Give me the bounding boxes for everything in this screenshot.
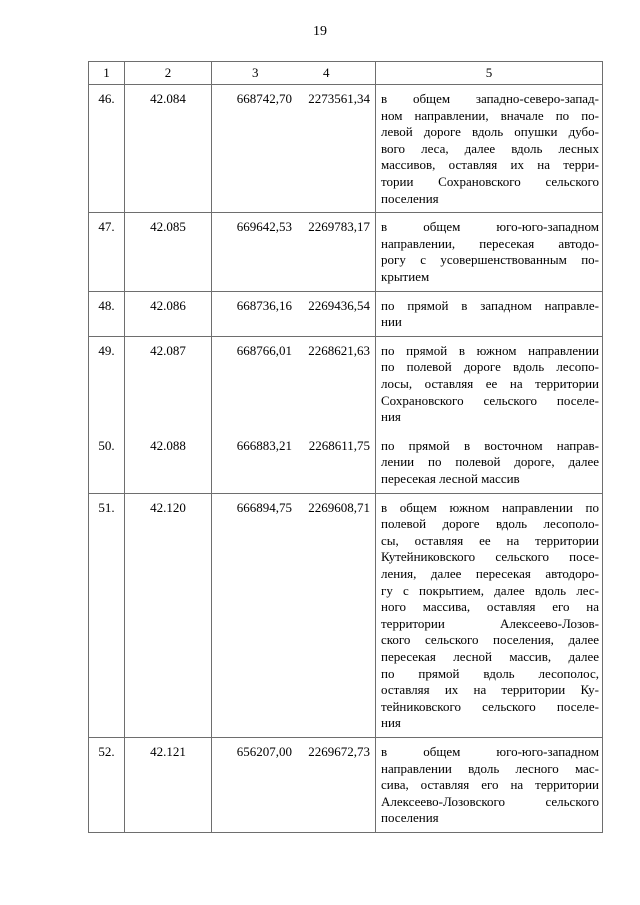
table-header-row xyxy=(89,62,603,85)
cell-number xyxy=(89,85,125,213)
description-line: по прямой вдоль лесополос, xyxy=(381,665,599,681)
table-row xyxy=(89,493,603,737)
cell-number xyxy=(89,493,125,737)
cell-point-code xyxy=(125,291,212,336)
description-line: массивов, оставляя их на терри- xyxy=(381,157,599,173)
description-line: сы, оставляя ее на территории xyxy=(381,532,599,548)
coordinate-y: 2269783,17 xyxy=(308,219,370,235)
table-row xyxy=(89,213,603,291)
description-line: поселения xyxy=(381,810,439,826)
description-line: территории Алексеево-Лозов- xyxy=(381,615,599,631)
cell-description xyxy=(376,291,603,336)
cell-coordinates xyxy=(212,493,376,737)
coordinate-x: 666894,75 xyxy=(236,499,292,515)
cell-description xyxy=(376,493,603,737)
point-code: 42.085 xyxy=(150,219,186,235)
cell-number xyxy=(89,213,125,291)
coordinate-x: 656207,00 xyxy=(236,743,292,759)
description-line: крытием xyxy=(381,268,430,284)
cell-coordinates xyxy=(212,291,376,336)
header-col-3: 3 xyxy=(252,65,259,80)
coordinate-y: 2269672,73 xyxy=(308,743,370,759)
coordinate-y: 2268611,75 xyxy=(308,437,370,453)
description-line: ния xyxy=(381,409,401,425)
description-line: тейниковского сельского поселе- xyxy=(381,698,599,714)
header-col-4: 4 xyxy=(323,65,330,80)
description-line: по прямой в западном направле- xyxy=(381,297,599,313)
point-code: 42.087 xyxy=(150,342,186,358)
row-number: 48. xyxy=(98,297,115,313)
header-col-5: 5 xyxy=(376,62,603,85)
point-code: 42.084 xyxy=(150,91,186,106)
description-line: ского сельского поселения, далее xyxy=(381,632,599,648)
cell-description xyxy=(376,336,603,493)
cell-point-code xyxy=(125,85,212,213)
boundary-points-table xyxy=(88,61,603,833)
header-col-2: 2 xyxy=(125,62,212,85)
description-line: тории Сохрановского сельского xyxy=(381,173,599,189)
coordinate-y: 2269436,54 xyxy=(308,297,370,313)
table-row xyxy=(89,85,603,213)
point-code: 42.121 xyxy=(150,743,186,759)
row-number: 51. xyxy=(98,499,115,515)
description-line: лосы, оставляя ее на территории xyxy=(381,375,599,391)
cell-coordinates xyxy=(212,737,376,832)
coordinate-x: 666883,21 xyxy=(236,437,292,453)
description-line: вого леса, далее вдоль лесных xyxy=(381,140,599,156)
table-row xyxy=(89,291,603,336)
cell-description xyxy=(376,213,603,291)
table-row xyxy=(89,737,603,832)
description-line: в общем юго-юго-западном xyxy=(381,219,599,235)
description-line: ного массива, оставляя его на xyxy=(381,599,599,615)
description-line: пересекая лесной массив, далее xyxy=(381,648,599,664)
point-code: 42.088 xyxy=(150,437,186,453)
cell-point-code xyxy=(125,336,212,493)
description-line: в общем юго-юго-западном xyxy=(381,743,599,759)
description-line: Сохрановского сельского поселе- xyxy=(381,392,599,408)
description-line: направлении, пересекая автодо- xyxy=(381,235,599,251)
description-line: сива, оставляя его на территории xyxy=(381,777,599,793)
description-line: Алексеево-Лозовского сельского xyxy=(381,793,599,809)
point-code: 42.086 xyxy=(150,297,186,313)
description-line: лении по полевой дороге, далее xyxy=(381,454,599,470)
cell-point-code xyxy=(125,493,212,737)
header-col-3-4 xyxy=(212,62,376,85)
description-line: пересекая лесной массив xyxy=(381,470,520,486)
coordinate-x: 668736,16 xyxy=(236,297,292,313)
description-line: ном направлении, вначале по по- xyxy=(381,107,599,123)
cell-coordinates xyxy=(212,85,376,213)
cell-coordinates xyxy=(212,213,376,291)
row-number: 50. xyxy=(98,437,115,453)
description-line: в общем западно-северо-запад- xyxy=(381,91,599,106)
cell-number xyxy=(89,737,125,832)
point-code: 42.120 xyxy=(150,499,186,515)
description-line: нии xyxy=(381,314,402,330)
description-line: направлении вдоль лесного мас- xyxy=(381,760,599,776)
description-line: оставляя их на территории Ку- xyxy=(381,682,599,698)
description-line: по прямой в южном направлении xyxy=(381,342,599,358)
description-line: в общем южном направлении по xyxy=(381,499,599,515)
description-line: ния xyxy=(381,715,401,731)
description-line: полевой дороге вдоль лесополо- xyxy=(381,516,599,532)
coordinate-x: 669642,53 xyxy=(236,219,292,235)
coordinate-y: 2268621,63 xyxy=(308,342,370,358)
description-line: по прямой в восточном направ- xyxy=(381,437,599,453)
cell-coordinates xyxy=(212,336,376,493)
coordinate-y: 2269608,71 xyxy=(308,499,370,515)
row-number: 47. xyxy=(98,219,115,235)
description-line: левой дороге вдоль опушки дубо- xyxy=(381,124,599,140)
coordinate-x: 668742,70 xyxy=(236,91,292,106)
cell-number xyxy=(89,336,125,493)
cell-description xyxy=(376,85,603,213)
table-row xyxy=(89,336,603,493)
description-line: рогу с усовершенствованным по- xyxy=(381,252,599,268)
cell-description xyxy=(376,737,603,832)
header-col-1: 1 xyxy=(89,62,125,85)
description-line: поселения xyxy=(381,190,439,206)
coordinate-y: 2273561,34 xyxy=(308,91,370,106)
description-line: гу с покрытием, далее вдоль лес- xyxy=(381,582,599,598)
row-number: 49. xyxy=(98,342,115,358)
cell-point-code xyxy=(125,213,212,291)
page-number: 19 xyxy=(313,24,327,39)
description-line: по полевой дороге вдоль лесопо- xyxy=(381,359,599,375)
description-line: Кутейниковского сельского посе- xyxy=(381,549,599,565)
coordinate-x: 668766,01 xyxy=(236,342,292,358)
row-number: 52. xyxy=(98,743,115,759)
cell-point-code xyxy=(125,737,212,832)
description-line: ления, далее пересекая автодоро- xyxy=(381,565,599,581)
row-number: 46. xyxy=(98,91,115,106)
cell-number xyxy=(89,291,125,336)
